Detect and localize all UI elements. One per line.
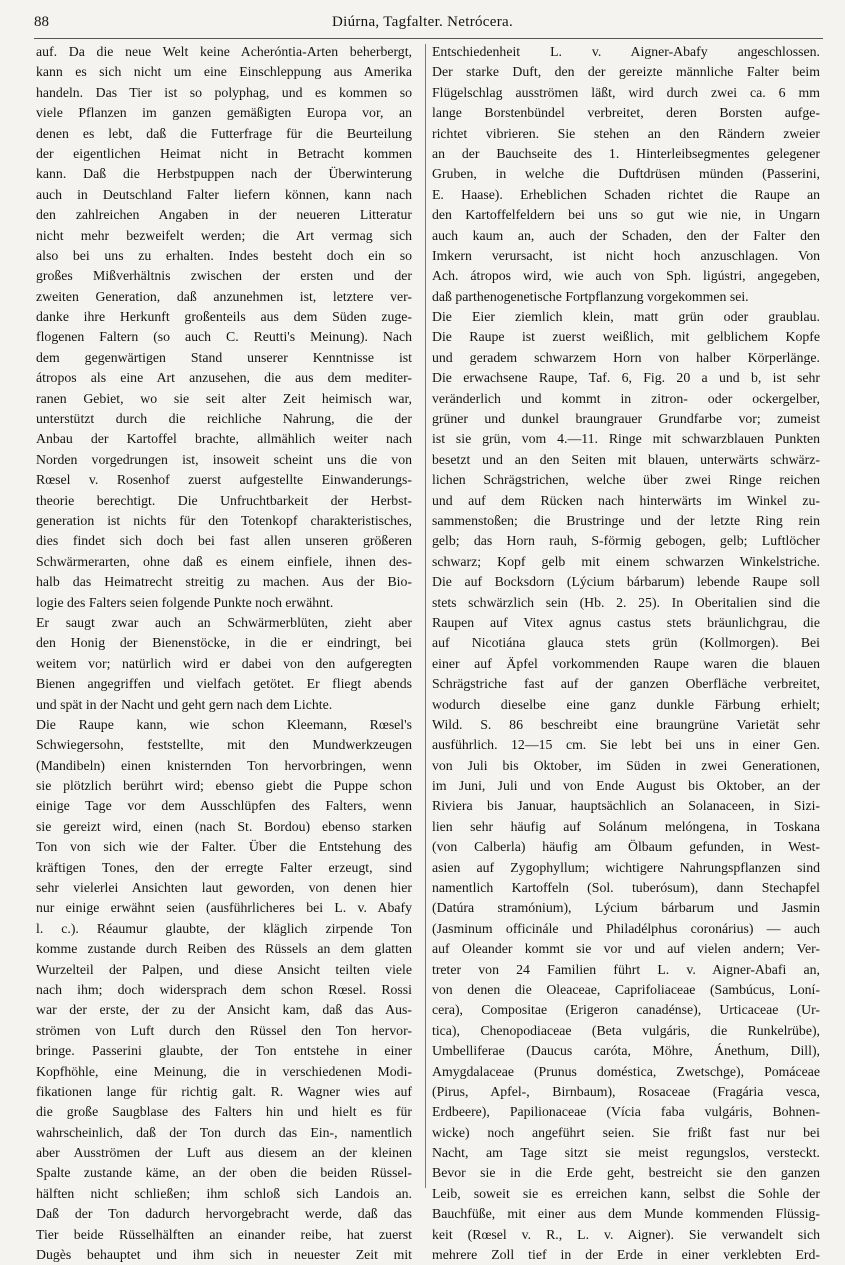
text-line: Tier beide Rüsselhälften an einander reibe, hat zuerst [36, 1226, 412, 1242]
text-line: stets schwärzlich sein (Hb. 2. 25). In Oberitalien sind die [432, 594, 820, 610]
text-line: im Juni, Juli und von Ende August bis Oktober, an der [432, 778, 820, 794]
text-line: Bevor sie in die Erde geht, bestreicht sie den ganzen [432, 1165, 820, 1181]
text-line: (Datúra stramónium), Lýcium bárbarum und Jasmin [432, 900, 820, 916]
text-line: ausführlich. 12—15 cm. Sie lebt bei uns in einer Gen. [432, 737, 820, 753]
text-line: Die erwachsene Raupe, Taf. 6, Fig. 20 a und b, ist sehr [432, 370, 820, 386]
text-line: flogenen Faltern (so auch C. Reutti's Meinung). Nach [36, 329, 412, 345]
text-line: Amygdalaceae (Prunus doméstica, Zwetschge), Pomáceae [432, 1063, 820, 1079]
text-line: Entschiedenheit L. v. Aigner-Abafy angeschlossen. [432, 44, 820, 59]
left-column [36, 42, 412, 1265]
page-number: 88 [34, 14, 49, 30]
text-line: denen es lebt, daß die Futterfrage für die Beurteilung [36, 125, 412, 141]
right-column [432, 42, 820, 1265]
text-line: Die Raupe ist zuerst weißlich, mit gelblichem Kopfe [432, 329, 820, 345]
text-line: handeln. Das Tier ist so polyphag, und es kommen so [36, 84, 412, 100]
text-line: Bienen angegriffen und vielfach getötet. Er fliegt abends [36, 676, 412, 692]
text-line: Daß der Ton dadurch hervorgebracht werde, daß das [36, 1206, 412, 1222]
text-line: den zahlreichen Angaben in der neueren Litteratur [36, 207, 412, 223]
text-line: Er saugt zwar auch an Schwärmerblüten, zieht aber [36, 614, 412, 630]
text-line: Flügelschlag ausströmen läßt, wird durch zwei ca. 6 mm [432, 84, 820, 100]
text-line: die große Saugblase des Falters hin und hielt es für [36, 1104, 412, 1120]
text-line: hälften nicht schließen; ihm schloß sich Landois an. [36, 1185, 412, 1201]
text-line: Ach. átropos wird, wie auch von Sph. ligústri, angegeben, [432, 268, 820, 284]
text-line: bringe. Passerini glaubte, der Ton entstehe in einer [36, 1043, 412, 1059]
text-line: an der Bauchseite des 1. Hinterleibsegmentes gelegener [432, 145, 820, 161]
text-line: Kopfhöhle, eine Meinung, die in verschiedenen Modi- [36, 1063, 412, 1079]
text-line: von denen die Oleaceae, Caprifoliaceae (Sambúcus, Loní- [432, 981, 820, 997]
text-line: viele Pflanzen im ganzen gemäßigten Europa vor, an [36, 105, 412, 121]
text-line: war der erste, der zu der Ansicht kam, daß das Aus- [36, 1002, 412, 1018]
text-line: sie plötzlich berührt wird; ebenso giebt die Puppe schon [36, 778, 412, 794]
text-line: richtet vibrieren. Sie stehen an den Rändern zweier [432, 125, 820, 141]
text-line: den Kartoffelfeldern bei uns so gut wie nie, in Ungarn [432, 207, 820, 223]
text-line: auch in Deutschland Falter liefern können, kann nach [36, 186, 412, 202]
text-line: großes Mißverhältnis zwischen der ersten und der [36, 268, 412, 284]
text-line: Die auf Bocksdorn (Lýcium bárbarum) lebende Raupe soll [432, 574, 820, 590]
text-line: der eigentlichen Heimat nicht in Betracht kommen [36, 145, 412, 161]
text-line: sammenstoßen; die Brustringe und der letzte Ring rein [432, 512, 820, 528]
text-line: nach ihm; doch widersprach dem schon Rœsel. Rossi [36, 981, 412, 997]
text-line: und geradem schwarzem Horn von halber Körperlänge. [432, 349, 820, 365]
text-line: Ton von sich wie der Falter. Über die Entstehung des [36, 839, 412, 855]
text-line: Schwärmerarten, ohne daß es einem einfiele, ihnen des- [36, 553, 412, 569]
text-line: ist sie grün, vom 4.—11. Ringe mit schwarzblauen Punkten [432, 431, 820, 447]
page-header [34, 10, 811, 36]
text-line: Anbau der Kartoffel brachte, allmählich weiter nach [36, 431, 412, 447]
text-line: l. c.). Réaumur glaubte, der kläglich zirpende Ton [36, 920, 412, 936]
text-line: dem gegenwärtigen Stand unserer Kenntnisse ist [36, 349, 412, 365]
text-line: kann. Daß die Herbstpuppen nach der Überwinterung [36, 166, 412, 182]
text-line: grüner und dunkel braungrauer Grundfarbe vor; zumeist [432, 411, 820, 427]
text-line: aber Ausströmen der Luft aus diesem an der kleinen [36, 1145, 412, 1161]
text-line: E. Haase). Erheblichen Schaden richtet die Raupe an [432, 186, 820, 202]
text-line: generation ist nichts für den Totenkopf charakteristisches, [36, 512, 412, 528]
text-line: danke ihre Herkunft großenteils aus dem Süden zuge- [36, 309, 412, 325]
text-line: keit (Rœsel v. R., L. v. Aigner). Sie verwandelt sich [432, 1226, 820, 1242]
text-line: dies findet sich doch bei fast allen unseren größeren [36, 533, 412, 549]
text-line: schwarz; Kopf gelb mit einem schwarzen Winkelstriche. [432, 553, 820, 569]
text-line: tica), Chenopodiaceae (Beta vulgáris, die Runkelrübe), [432, 1022, 820, 1038]
text-line: Imkern verursacht, ist nicht hoch anzuschlagen. Von [432, 247, 820, 263]
text-line: auf. Da die neue Welt keine Acheróntia-Arten beherbergt, [36, 44, 412, 59]
text-line: fikationen lange für richtig galt. R. Wagner wies auf [36, 1083, 412, 1099]
header-rule [34, 38, 823, 39]
text-line: komme zustande durch Reiben des Rüssels an dem glatten [36, 941, 412, 957]
text-line: (Pirus, Apfel-, Birnbaum), Rosaceae (Fragária vesca, [432, 1083, 820, 1099]
text-line: zweiten Generation, daß anzunehmen ist, letztere ver- [36, 288, 412, 304]
text-line: einige Tage vor dem Ausschlüpfen des Falters, wenn [36, 798, 412, 814]
text-line: von Juli bis Oktober, im Süden in zwei Generationen, [432, 757, 820, 773]
text-line: auch kaum an, auch der Schaden, den der Falter den [432, 227, 820, 243]
text-line: Leib, soweit sie es erreichen kann, selbst die Sohle der [432, 1185, 820, 1201]
text-line: den Honig der Bienenstöcke, in die er eindringt, bei [36, 635, 412, 651]
text-line: treter von 24 Familien führt L. v. Aigner-Abafi an, [432, 961, 820, 977]
text-line: lien sehr häufig auf Solánum melóngena, in Toskana [432, 818, 820, 834]
text-line: Umbelliferae (Daucus caróta, Möhre, Ánethum, Dill), [432, 1043, 820, 1059]
text-line: cera), Compositae (Erigeron canadénse), Urticaceae (Ur- [432, 1002, 820, 1018]
text-line: mehrere Zoll tief in der Erde in einer verklebten Erd- [432, 1247, 820, 1263]
running-title: Diúrna, Tagfalter. Netrócera. [331, 14, 514, 30]
text-line: gelb; das Horn rauh, S-förmig gebogen, gelb; Luftlöcher [432, 533, 820, 549]
text-line: Erdbeere), Papilionaceae (Vícia faba vulgáris, Bohnen- [432, 1104, 820, 1120]
text-line: sehr vielerlei Ansichten laut geworden, von denen hier [36, 880, 412, 896]
text-line: wicke) noch angeführt seien. Sie frißt fast nur bei [432, 1124, 820, 1140]
text-line: Nacht, am Tage sitzt sie meist regungslos, versteckt. [432, 1145, 820, 1161]
text-line: und auf dem Rücken nach hinterwärts im Winkel zu- [432, 492, 820, 508]
text-line: Dugès behauptet und ihm sich in neuester Zeit mit [36, 1247, 412, 1263]
text-line: theorie berechtigt. Die Unfruchtbarkeit der Herbst- [36, 492, 412, 508]
text-line: kräftigen Tones, den der erregte Falter erzeugt, sind [36, 859, 412, 875]
text-line: Norden vorgedrungen ist, insoweit scheint uns die von [36, 451, 412, 467]
text-line: Wurzelteil der Palpen, und diese Ansicht teilten viele [36, 961, 412, 977]
text-line: (Mandibeln) einen knisternden Ton hervorbringen, wenn [36, 757, 412, 773]
text-line: Raupen auf Vitex agnus castus stets bräunlichgrau, die [432, 614, 820, 630]
text-line: namentlich Kartoffeln (Sol. tuberósum), dann Stechapfel [432, 880, 820, 896]
text-line: Die Eier ziemlich klein, matt grün oder graublau. [432, 309, 820, 325]
text-line: Schwiegersohn, feststellte, mit den Mundwerkzeugen [36, 737, 412, 753]
text-line: kann es sich nicht um eine Einschleppung aus Amerika [36, 64, 412, 80]
text-line: einer auf Äpfel vorkommenden Raupe waren die blauen [432, 655, 820, 671]
text-line: ranen Gebiet, wo sie seit alter Zeit heimisch war, [36, 390, 412, 406]
text-line: logie des Falters seien folgende Punkte noch erwähnt. [36, 594, 334, 610]
text-line: strömen von Luft durch den Rüssel den Ton hervor- [36, 1022, 412, 1038]
text-line: lichen Schrägstrichen, welche über zwei Ringe reichen [432, 472, 820, 488]
text-line: sie gereizt wird, einen (nach St. Bordou) ebenso starken [36, 818, 412, 834]
text-line: Gruben, in welche die Duftdrüsen münden (Passerini, [432, 166, 820, 182]
text-line: Die Raupe kann, wie schon Kleemann, Rœsel's [36, 716, 412, 732]
text-line: Schrägstriche fast auf der ganzen Oberfläche verbreitet, [432, 676, 820, 692]
text-line: asien auf Zygophyllum; wichtigere Nahrungspflanzen sind [432, 859, 820, 875]
text-line: auf Oleander kommt sie vor und auf vielen andern; Ver- [432, 941, 820, 957]
text-line: nicht mehr bezweifelt werden; die Art vermag sich [36, 227, 412, 243]
text-line: halb das Heimatrecht streitig zu machen. Aus der Bio- [36, 574, 412, 590]
text-line: nur einige erwähnt seien (ausführlicheres bei L. v. Abafy [36, 900, 412, 916]
text-line: besetzt und an den Seiten mit blauen, unterwärts schwärz- [432, 451, 820, 467]
text-line: átropos als eine Art anzusehen, die aus dem mediter- [36, 370, 412, 386]
text-line: und spät in der Nacht und geht gern nach dem Lichte. [36, 696, 333, 712]
text-line: Spalte zustande käme, an der oben die beiden Rüssel- [36, 1165, 412, 1181]
column-divider [425, 44, 426, 1188]
text-line: veränderlich und kommt in zitron- oder ockergelber, [432, 390, 820, 406]
text-line: Wild. S. 86 beschreibt eine braungrüne Varietät sehr [432, 716, 820, 732]
text-line: auf Nicotiána glauca stets grün (Kollmorgen). Bei [432, 635, 820, 651]
text-line: unterstützt durch die reichliche Nahrung, die der [36, 411, 412, 427]
text-line: Rœsel v. Rosenhof zuerst aufgestellte Einwanderungs- [36, 472, 412, 488]
text-line: Riviera bis Januar, hauptsächlich an Solanaceen, in Sizi- [432, 798, 820, 814]
text-line: Bauchfüße, mit einer aus dem Munde kommenden Flüssig- [432, 1206, 820, 1222]
text-line: weitem vor; natürlich wird er dabei von den aufgeregten [36, 655, 412, 671]
text-line: lange Borstenbündel verbreitet, deren Borsten aufge- [432, 105, 820, 121]
text-line: (von Calberla) häufig am Ölbaum gefunden, in West- [432, 839, 820, 855]
text-line: daß parthenogenetische Fortpflanzung vorgekommen sei. [432, 288, 749, 304]
text-line: also bei uns zu erhalten. Indes besteht doch ein so [36, 247, 412, 263]
text-line: wahrscheinlich, daß der Ton durch das Ein-, namentlich [36, 1124, 412, 1140]
text-line: wodurch dieselbe eine ganz dunkle Färbung erhielt; [432, 696, 820, 712]
text-line: Der starke Duft, den der gereizte männliche Falter beim [432, 64, 820, 80]
text-line: (Jasminum officinále und Philadélphus coronárius) — auch [432, 920, 820, 936]
